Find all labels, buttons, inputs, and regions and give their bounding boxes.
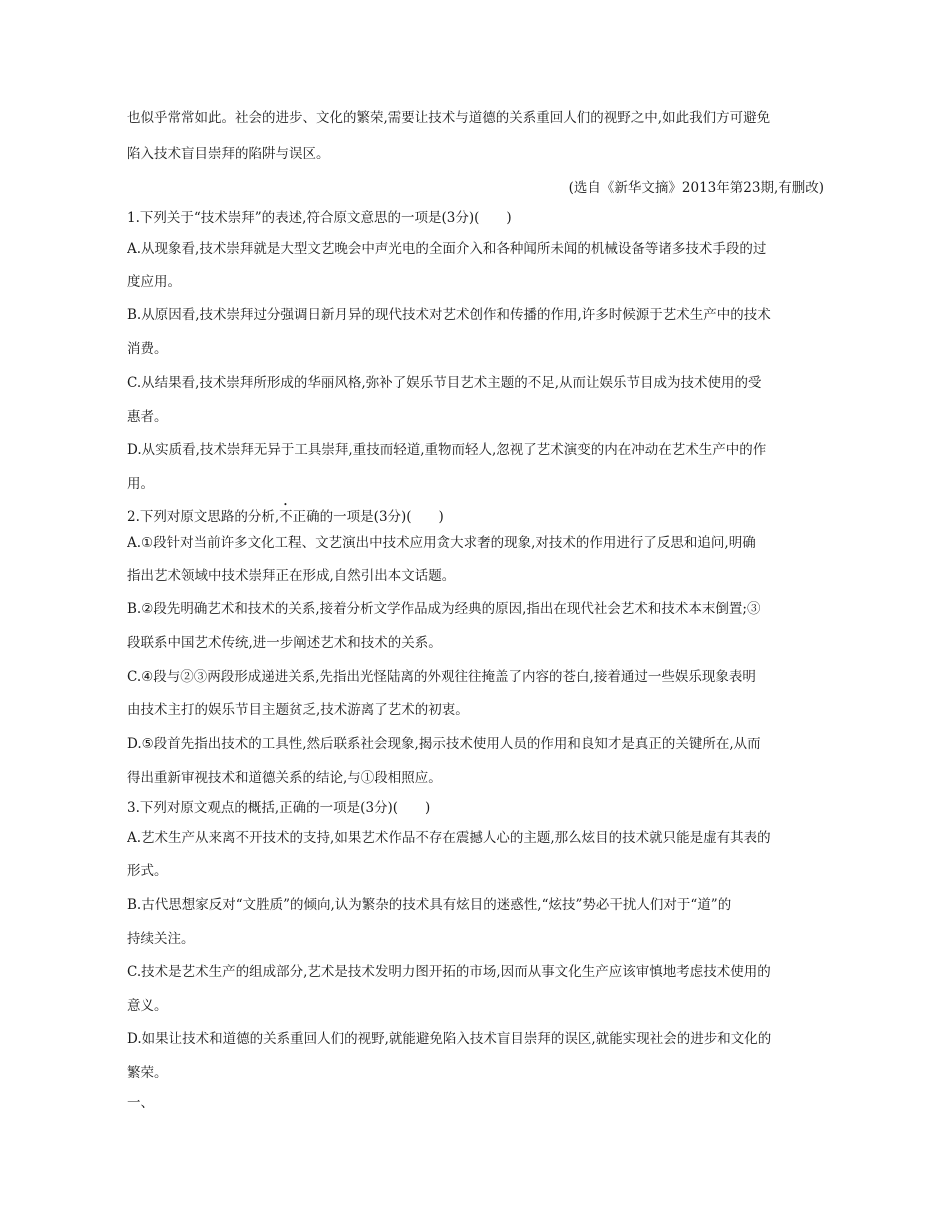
q3-option-c: C.技术是艺术生产的组成部分,艺术是技术发明力图开拓的市场,因而从事文化生产应该审慎地考虑技术使用的 [127, 964, 771, 980]
q2-option-b: B.②段先明确艺术和技术的关系,接着分析文学作品成为经典的原因,指出在现代社会艺术和技术本末倒置;③ [127, 601, 761, 617]
q1-option-a: A.从现象看,技术崇拜就是大型文艺晚会中声光电的全面介入和各种闻所未闻的机械设备等诸多技术手段的过 [127, 241, 767, 257]
q2-stem-post: 正确的一项是(3分)( ) [292, 509, 444, 525]
q2-option-c-cont: 由技术主打的娱乐节目主题贫乏,技术游离了艺术的初衷。 [127, 702, 469, 718]
q3-option-a-cont: 形式。 [127, 863, 168, 879]
q3-option-d: D.如果让技术和道德的关系重回人们的视野,就能避免陷入技术盲目崇拜的误区,就能实现社会的进步和文化的 [127, 1031, 772, 1047]
q2-option-b-cont: 段联系中国艺术传统,进一步阐述艺术和技术的关系。 [127, 635, 442, 651]
q2-option-a: A.①段针对当前许多文化工程、文艺演出中技术应用贪大求奢的现象,对技术的作用进行了反思和追问,明确 [127, 535, 756, 551]
q1-option-c-cont: 惠者。 [127, 409, 168, 425]
question-3-stem: 3.下列对原文观点的概括,正确的一项是(3分)( ) [127, 800, 431, 816]
source-citation: (选自《新华文摘》2013年第23期,有删改) [568, 180, 824, 196]
question-1-stem: 1.下列关于“技术崇拜”的表述,符合原文意思的一项是(3分)( ) [127, 210, 512, 226]
q2-option-d-cont: 得出重新审视技术和道德关系的结论,与①段相照应。 [127, 770, 442, 786]
q3-option-b: B.古代思想家反对“文胜质”的倾向,认为繁杂的技术具有炫目的迷惑性,“炫技”势必干扰人们对于“道”的 [127, 897, 732, 913]
q2-option-a-cont: 指出艺术领域中技术崇拜正在形成,自然引出本文话题。 [127, 568, 456, 584]
question-2-stem [127, 501, 824, 525]
q1-option-a-cont: 度应用。 [127, 274, 181, 290]
q1-option-c: C.从结果看,技术崇拜所形成的华丽风格,弥补了娱乐节目艺术主题的不足,从而让娱乐节目成为技术使用的受 [127, 375, 762, 391]
intro-line-2: 陷入技术盲目崇拜的陷阱与误区。 [127, 146, 330, 162]
q2-option-c: C.④段与②③两段形成递进关系,先指出光怪陆离的外观往往掩盖了内容的苍白,接着通过一些娱乐现象表明 [127, 669, 756, 685]
section-marker: 一、 [127, 1095, 154, 1111]
q2-stem-pre: 2.下列对原文思路的分析, [127, 509, 280, 525]
q3-option-c-cont: 意义。 [127, 998, 168, 1014]
q3-option-d-cont: 繁荣。 [127, 1065, 168, 1081]
q1-option-d: D.从实质看,技术崇拜无异于工具崇拜,重技而轻道,重物而轻人,忽视了艺术演变的内在冲动在艺术生产中的作 [127, 442, 767, 458]
q1-option-b: B.从原因看,技术崇拜过分强调日新月异的现代技术对艺术创作和传播的作用,许多时候源于艺术生产中的技术 [127, 307, 771, 323]
q1-option-d-cont: 用。 [127, 476, 154, 492]
q3-option-a: A.艺术生产从来离不开技术的支持,如果艺术作品不存在震撼人心的主题,那么炫目的技术就只能是虚有其表的 [127, 830, 771, 846]
q1-option-b-cont: 消费。 [127, 341, 168, 357]
intro-line-1: 也似乎常常如此。社会的进步、文化的繁荣,需要让技术与道德的关系重回人们的视野之中,如此我们方可避免 [127, 110, 771, 126]
q2-option-d: D.⑤段首先指出技术的工具性,然后联系社会现象,揭示技术使用人员的作用和良知才是真正的关键所在,从而 [127, 736, 761, 752]
q2-stem-emphasis: 不 [279, 509, 293, 525]
q3-option-b-cont: 持续关注。 [127, 931, 195, 947]
